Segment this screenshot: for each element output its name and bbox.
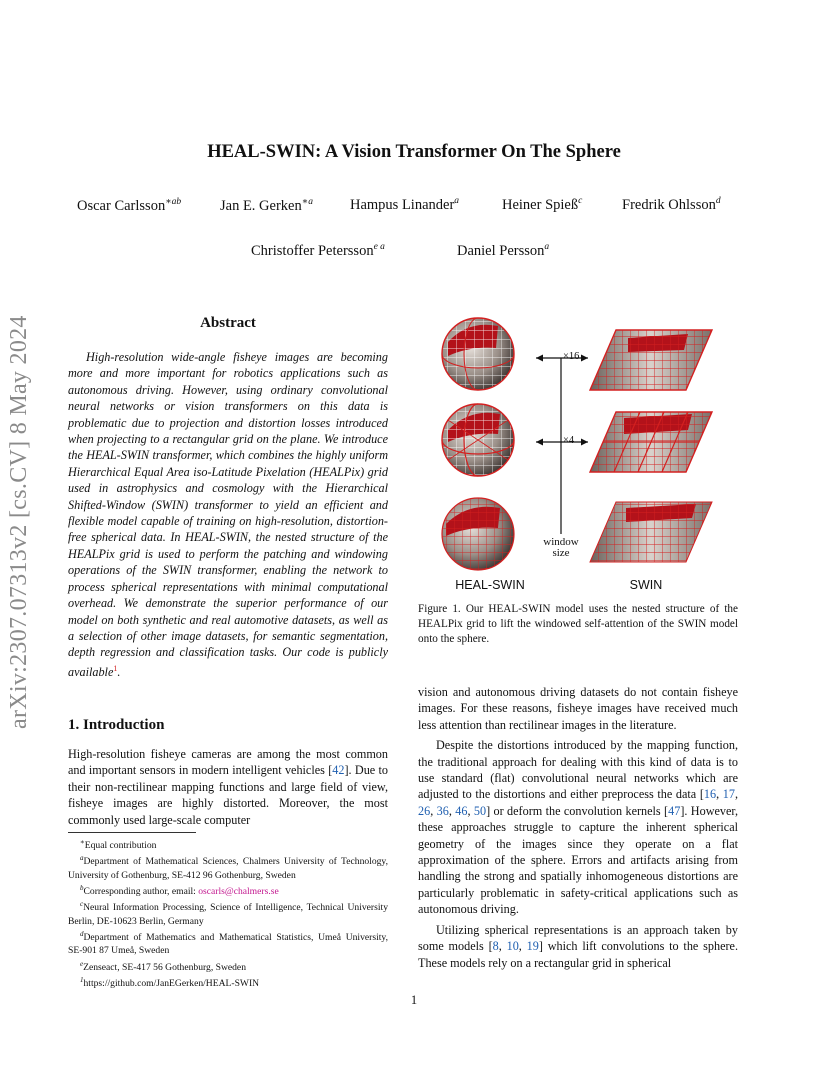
figure-1 [438, 312, 738, 598]
paragraph-datasets: vision and autonomous driving datasets do not contain fisheye images. For these reasons, fisheye images have received much less attention than rectilinear images in the literature. [418, 685, 738, 732]
citation-link[interactable]: 26 [418, 803, 431, 818]
sphere-base [442, 498, 514, 570]
author-7: Daniel Persson$^a$ [457, 242, 550, 259]
page-number: 1 [410, 993, 418, 1007]
sphere-x16 [442, 318, 514, 390]
figure-caption: Figure 1. Our HEAL-SWIN model uses the nested structure of the HEALPix grid to lift the windowed self-attention of the SWIN model onto the sphere. [418, 603, 738, 645]
flat-x16 [590, 330, 712, 390]
arxiv-identifier: arXiv:2307.07313v2 [cs.CV] 8 May 2024 [6, 315, 32, 729]
citation-link[interactable]: 42 [332, 763, 345, 778]
label-window: window [543, 536, 579, 548]
paragraph-distortions: Despite the distortions introduced by the mapping function, the traditional approach for dealing with this kind of data is to use standard (flat) convolutional neural networks which are adjusted to the distortions and either preprocess the data [16, 17, 26, 36, 46, 50] or deform the convolution kernels [47]. However, these approaches struggle to capture the inherent spherical geometry of the images since they operate on a flat approximation of the sphere. Errors and artifacts arising from handling the strong and spatially inhomogeneous distortions are particularly problematic in safety-critical applications such as autonomous driving. [418, 738, 739, 917]
window-size-axis [536, 351, 588, 559]
author-6: Christoffer Petersson$^{e a}$ [251, 242, 385, 259]
author-5: Fredrik Ohlsson$^d$ [622, 196, 721, 213]
sphere-x4 [442, 404, 514, 476]
label-size: size [552, 547, 570, 559]
intro-paragraph: High-resolution fisheye cameras are among the most common and important sensors in modern intelligent vehicles [42]. Due to their non-rectilinear mapping functions and large field of view, fisheye images are highly distorted. Moreover, the most commonly used large-scale computer [68, 747, 389, 827]
citation-link[interactable]: 47 [668, 803, 681, 818]
abstract-heading: Abstract [200, 315, 256, 331]
footnote-equal: ∗Equal contribution [80, 838, 157, 852]
paper-title: HEAL-SWIN: A Vision Transformer On The Sphere [207, 142, 621, 162]
footnote-b: $^b$Corresponding author, email: oscarls@chalmers.se [80, 883, 279, 898]
github-link[interactable]: https://github.com/JanEGerken/HEAL-SWIN [83, 978, 260, 990]
author-4: Heiner Spieß$^c$ [502, 196, 583, 213]
footnote-1: $^1$https://github.com/JanEGerken/HEAL-SWIN [80, 975, 260, 990]
citation-link[interactable]: 8 [492, 939, 499, 954]
flat-base [590, 502, 712, 562]
citation-link[interactable]: 50 [473, 803, 487, 818]
author-2: Jan E. Gerken$^{∗a}$ [220, 197, 313, 214]
flat-x4 [590, 412, 712, 472]
email-link[interactable]: oscarls@chalmers.se [198, 886, 279, 898]
footnote-divider [68, 832, 196, 833]
label-x16: ×16 [563, 351, 580, 362]
label-x4: ×4 [563, 435, 575, 446]
footnote-e: $^e$Zenseact, SE-417 56 Gothenburg, Sweden [80, 959, 246, 973]
abstract-body: High-resolution wide-angle fisheye images are becoming more and more important for robotics applications such as autonomous driving. However, using ordinary convolutional neural networks or vision transformers on this data is problematic due to projection and distortion losses introduced when projecting to a rectangular grid on the plane. We introduce the HEAL-SWIN transformer, which combines the highly uniform Hierarchical Equal Area iso-Latitude Pixelation (HEALPix) grid used in astrophysics and cosmology with the Hierarchical Shifted-Window (SWIN) transformer to yield an efficient and flexible model capable of training on high-resolution, distortion-free spherical data. In HEAL-SWIN, the nested structure of the HEALPix grid is used to perform the patching and windowing operations of the SWIN transformer, enabling the network to process spherical representations with minimal computational overhead. We demonstrate the superior performance of our model on both synthetic and real automotive datasets, as well as a selection of other image datasets, for semantic segmentation, depth regression and classification tasks. Our code is publicly available$^1$. [68, 350, 388, 679]
footnote-mark: 1 [113, 663, 118, 673]
citation-link[interactable]: 10 [506, 939, 519, 954]
paragraph-spherical: Utilizing spherical representations is an approach taken by some models [8, 10, 19] which lift convolutions to the sphere. These models rely on a rectangular grid in spherical [418, 922, 738, 970]
section-heading-introduction: 1. Introduction [68, 717, 165, 733]
author-3: Hampus Linander$^a$ [350, 196, 460, 213]
citation-link[interactable]: 16 [703, 787, 717, 802]
figure-illustration [438, 312, 738, 598]
citation-link[interactable]: 36 [436, 803, 449, 818]
label-heal-swin: HEAL-SWIN [455, 578, 525, 592]
footnotes [68, 836, 388, 990]
citation-link[interactable]: 46 [455, 803, 468, 818]
right-column-text [418, 684, 738, 971]
footnote-c: $^c$Neural Information Processing, Science of Intelligence, Technical University Berlin, DE-10623 Berlin, Germany [68, 900, 388, 927]
author-1: Oscar Carlsson$^{∗ab}$ [77, 197, 182, 214]
label-swin: SWIN [629, 578, 663, 592]
citation-link[interactable]: 17 [722, 787, 735, 802]
footnote-a: $^a$Department of Mathematical Sciences, Chalmers University of Technology, University of Gothenburg, SE-412 96 Gothenburg, Sweden [68, 854, 388, 881]
citation-link[interactable]: 19 [526, 939, 539, 954]
footnote-d: $^d$Department of Mathematics and Mathematical Statistics, Umeå University, SE-901 87 Umeå, Sweden [68, 929, 388, 957]
